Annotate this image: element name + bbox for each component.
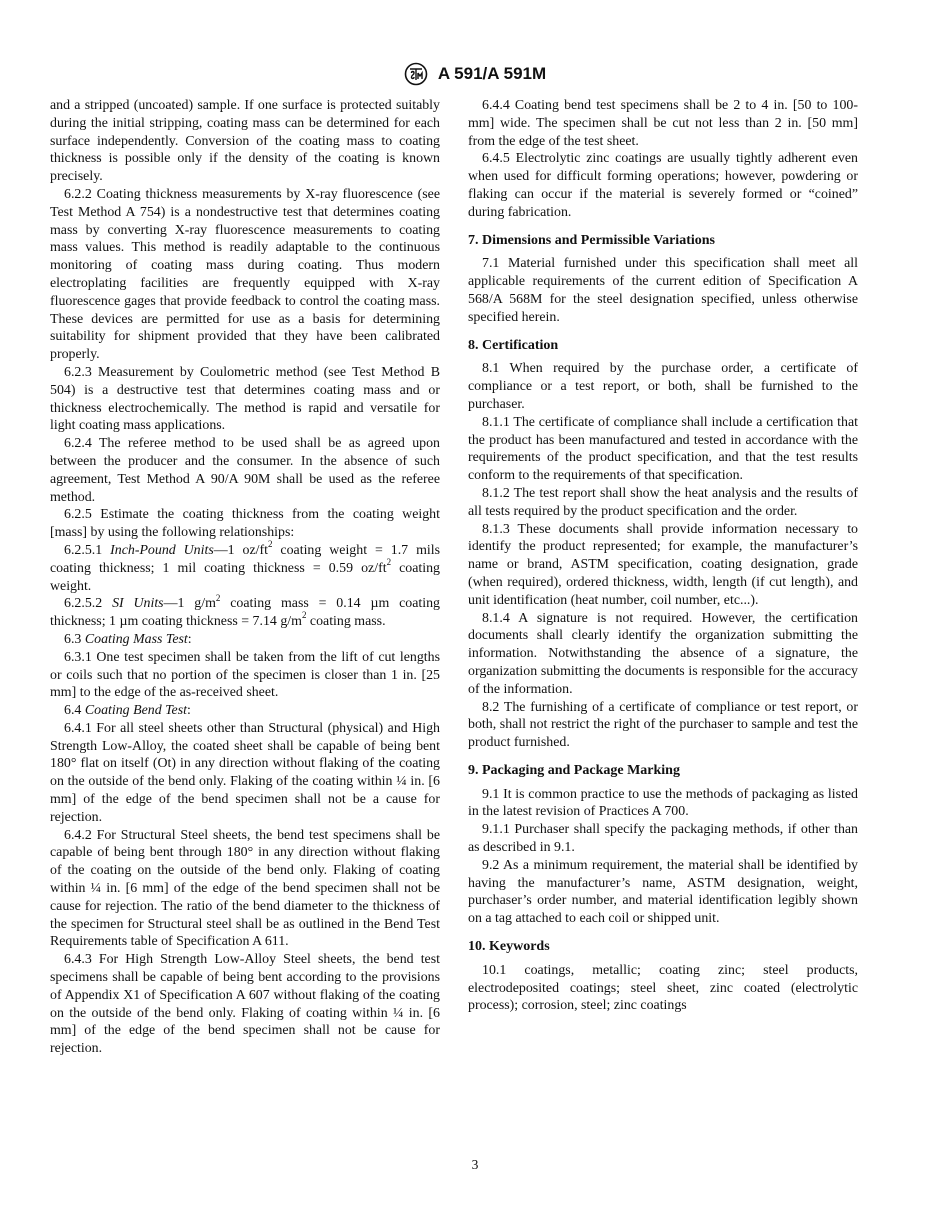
paragraph-6-4: 6.4 Coating Bend Test: xyxy=(64,703,191,719)
paragraph-9-2: 9.2 As a minimum requirement, the material shall be identified by having the manufacturer’s name, ASTM designation, weight, purchaser’s order number, and material identification legibly shown on a tag attached to each coil or shipped unit. xyxy=(468,857,858,927)
paragraph-6-4-2: 6.4.2 For Structural Steel sheets, the bend test specimens shall be capable of being bent through 180° in any direction without flaking of the coating on the outside of the bend only. Flaking of coating within ¼ in. [6 mm] of the edge of the bend specimen shall not be cause for rejection. The ratio of the bend diameter to the thickness of the specimen for Structural steel shall be as outlined in the Bend Test Requirements table of Specification A 611. xyxy=(50,827,440,950)
paragraph-6-3-1: 6.3.1 One test specimen shall be taken from the lift of cut lengths or coils such that no portion of the specimen is closer than 1 in. [25 mm] to the edge of the as-received sheet. xyxy=(50,649,440,701)
section-heading-10: 10. Keywords xyxy=(468,939,550,955)
document-designation: A 591/A 591M xyxy=(437,64,547,83)
page-number: 3 xyxy=(471,1157,479,1172)
paragraph-6-2-5-2: 6.2.5.2 SI Units—1 $g/m^2$ coating mass = 0.14 µm coating thickness; 1 µm coating thickness = 7.14 $g/m^2$ coating mass. xyxy=(50,592,440,630)
section-heading-7: 7. Dimensions and Permissible Variations xyxy=(468,232,715,248)
paragraph-6-4-3: 6.4.3 For High Strength Low-Alloy Steel sheets, the bend test specimens shall be capable of being bent according to the provisions of Appendix X1 of Specification A 607 without flaking of the coating on the outside of the bend only. Flaking of coating within ¼ in. [6 mm] of the edge of the bend specimen shall not be cause for rejection. xyxy=(50,952,440,1057)
paragraph-6-2-2: 6.2.2 Coating thickness measurements by X-ray fluorescence (see Test Method A 754) is a nondestructive test that determines coating mass by converting X-ray fluorescence measurements to coating mass values. This method is readily adaptable to the continuous monitoring of coating mass during coating. Thus modern electroplating facilities are frequently equipped with X-ray fluorescence gages that provide feedback to control the coating mass. These devices are permitted for use as a basis for determining suitability for shipment provided that they have been calibrated properly. xyxy=(50,186,440,363)
paragraph-9-1: 9.1 It is common practice to use the methods of packaging as listed in the latest revision of Practices A 700. xyxy=(468,786,858,820)
section-heading-8: 8. Certification xyxy=(468,337,559,353)
paragraph-6-2-4: 6.2.4 The referee method to be used shall be as agreed upon between the producer and the consumer. In the absence of such agreement, Test Method A 90/A 90M shall be used as the referee method. xyxy=(50,436,440,505)
paragraph-6-2-3: 6.2.3 Measurement by Coulometric method (see Test Method B 504) is a destructive test that determines coating mass and or thickness electrochemically. The method is rapid and versatile for light coating mass applications. xyxy=(50,364,440,434)
astm-logo-icon xyxy=(404,62,428,86)
paragraph-9-1-1: 9.1.1 Purchaser shall specify the packaging methods, if other than as described in 9.1. xyxy=(468,822,858,856)
paragraph-6-4-1: 6.4.1 For all steel sheets other than Structural (physical) and High Strength Low-Alloy, the coated sheet shall be capable of being bent 180° flat on itself (Ot) in any direction without flaking of the coating on the outside of the bend only. Flaking of the coating within ¼ in. [6 mm] of the edge of the bend specimen shall not be a cause for rejection. xyxy=(50,720,440,825)
paragraph-8-2: 8.2 The furnishing of a certificate of compliance or test report, or both, shall not restrict the right of the purchaser to sample and test the product furnished. xyxy=(468,699,858,751)
paragraph-8-1-1: 8.1.1 The certificate of compliance shall include a certification that the product has been manufactured and tested in accordance with the requirements of the product specification, and that the test results conform to the requirements of that specification. xyxy=(468,414,858,484)
paragraph-8-1-3: 8.1.3 These documents shall provide information necessary to identify the product represented; for example, the manufacturer’s name or brand, ASTM specification, coating designation, grade (when required), ordered thickness, width, length (if cut length), and unit identification (heat number, coil number, etc...). xyxy=(468,521,858,608)
page-header xyxy=(0,62,950,86)
paragraph-6-2-5-1: 6.2.5.1 Inch-Pound Units—1 $oz/ft^2$ coating weight = 1.7 mils coating thickness; 1 mil coating thickness = 0.59 $oz/ft^2$ coating weight. xyxy=(50,539,441,594)
paragraph-8-1: 8.1 When required by the purchase order, a certificate of compliance or a test report, or both, shall be furnished to the purchaser. xyxy=(468,361,858,412)
paragraph-8-1-4: 8.1.4 A signature is not required. However, the certification documents shall clearly identify the organization submitting the information. Notwithstanding the absence of a signature, the organization submitting the documents is responsible for the accuracy of the information. xyxy=(468,610,858,697)
right-column xyxy=(468,97,858,1015)
paragraph-6-4-5: 6.4.5 Electrolytic zinc coatings are usually tightly adherent even when used for difficult forming operations; however, powdering or flaking can occur if the material is severely formed or “coined” during fabrication. xyxy=(468,151,858,220)
paragraph-continued: and a stripped (uncoated) sample. If one surface is protected suitably during the initial stripping, coating mass can be determined for each surface independently. Conversion of the coating mass to coating thickness is possible only if the density of the coating is known precisely. xyxy=(50,98,440,185)
paragraph-6-4-4: 6.4.4 Coating bend test specimens shall be 2 to 4 in. [50 to 100-mm] wide. The specimen shall be cut not less than 2 in. [50 mm] from the edge of the test sheet. xyxy=(468,98,858,149)
paragraph-6-3: 6.3 Coating Mass Test: xyxy=(64,631,192,647)
paragraph-6-2-5: 6.2.5 Estimate the coating thickness from the coating weight [mass] by using the following relationships: xyxy=(50,507,440,541)
left-column xyxy=(50,97,440,1058)
paragraph-7-1: 7.1 Material furnished under this specification shall meet all applicable requirements of the current edition of Specification A 568/A 568M for the steel designation specified, unless otherwise specified herein. xyxy=(468,256,858,325)
section-heading-9: 9. Packaging and Package Marking xyxy=(468,762,680,778)
paragraph-8-1-2: 8.1.2 The test report shall show the heat analysis and the results of all tests required by the product specification and the order. xyxy=(468,485,858,519)
paragraph-10-1: 10.1 coatings, metallic; coating zinc; steel products, electrodeposited coatings; steel sheet, zinc coated (electrolytic process); corrosion, steel; zinc coatings xyxy=(468,962,858,1014)
